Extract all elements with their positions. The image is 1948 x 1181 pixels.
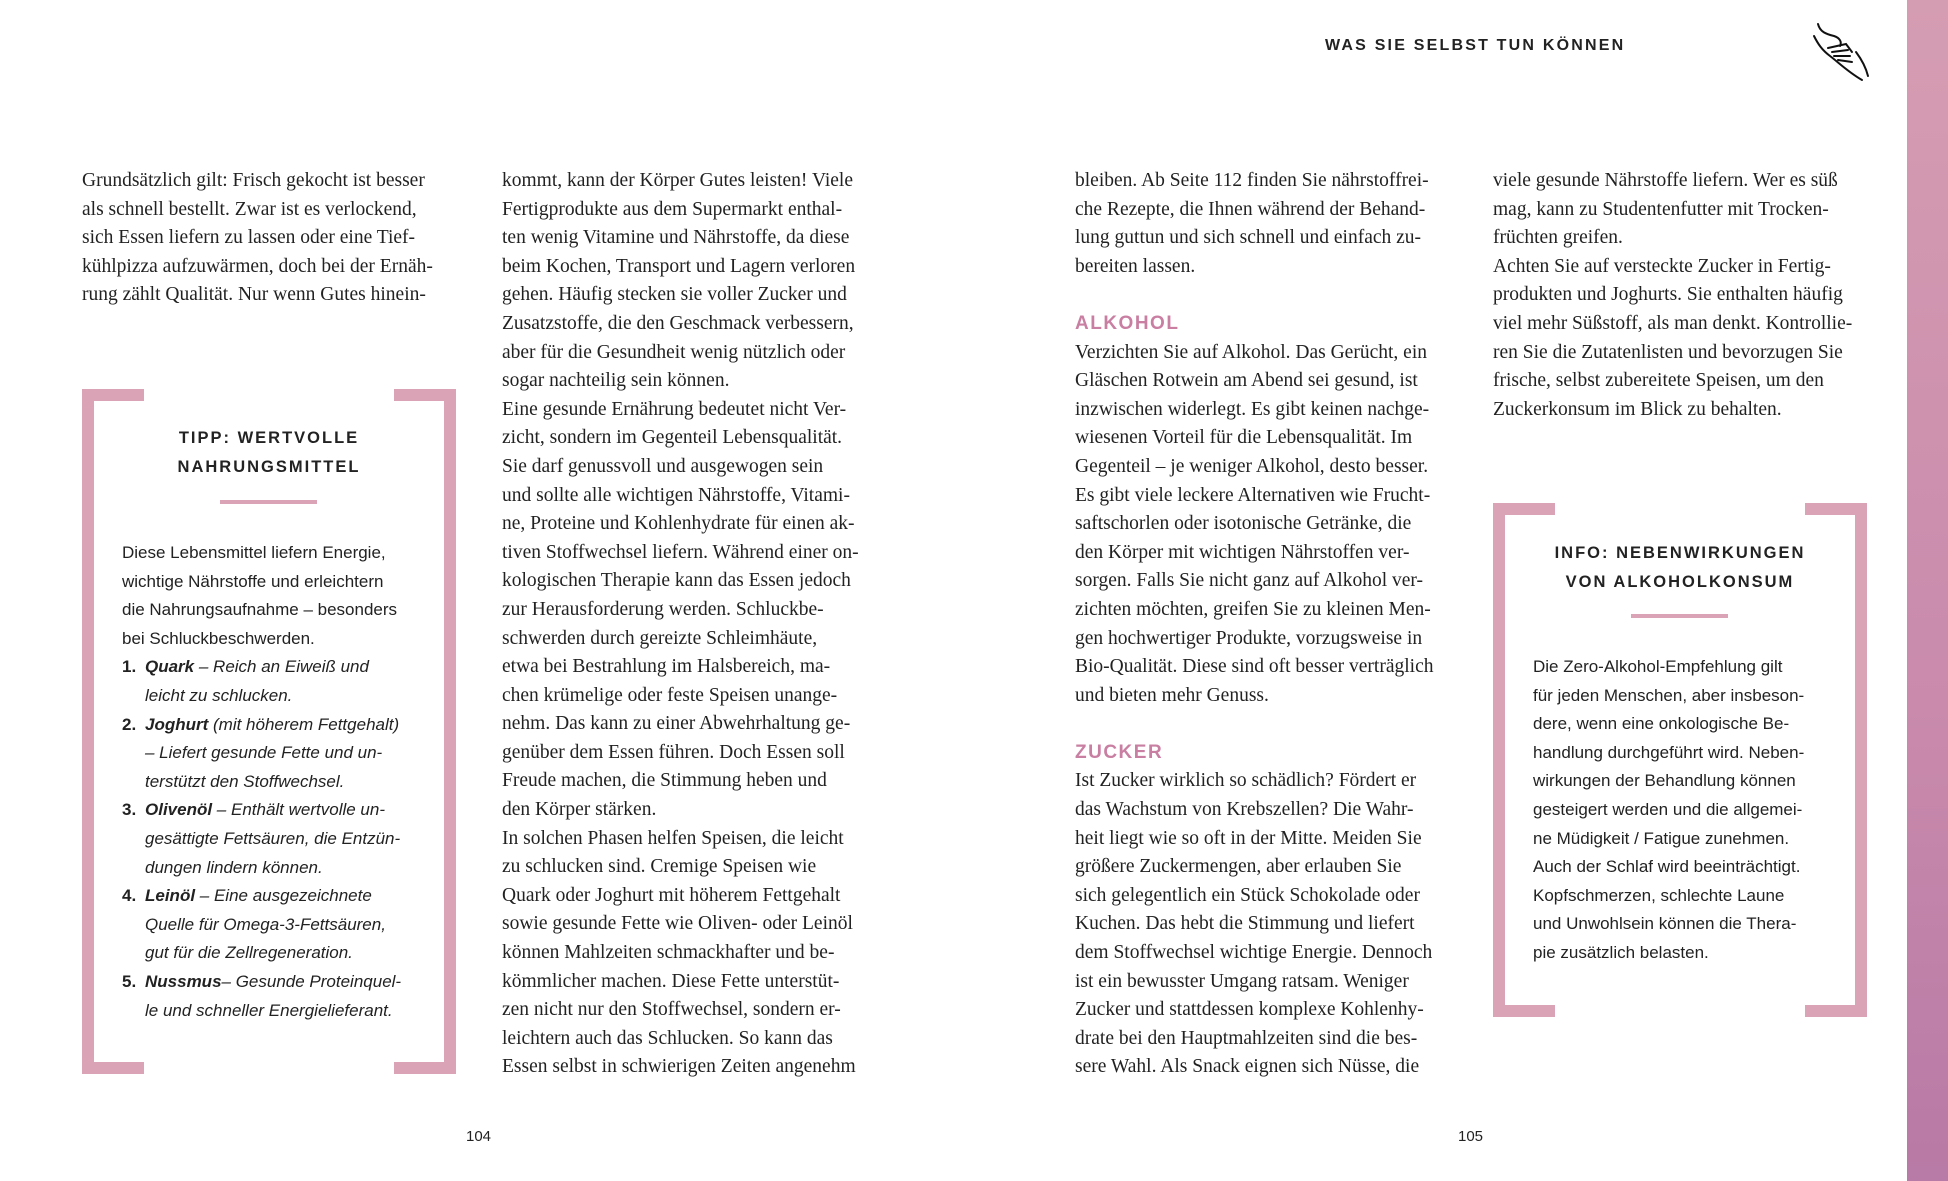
text-line: Gegenteil – je weniger Alkohol, desto besser. bbox=[1075, 455, 1429, 477]
page-number-right: 105 bbox=[1458, 1128, 1484, 1145]
item-description: – Gesunde Proteinquel- bbox=[221, 971, 402, 991]
text-line: Auch der Schlaf wird beeinträchtigt. bbox=[1533, 857, 1801, 877]
tip-box bbox=[82, 389, 456, 1074]
text-line: Sie darf genussvoll und ausgewogen sein bbox=[502, 455, 824, 477]
text-line: mag, kann zu Studentenfutter mit Trocken- bbox=[1493, 198, 1829, 220]
text-line: Kuchen. Das hebt die Stimmung und liefert bbox=[1075, 913, 1415, 935]
item-description: – Eine ausgezeichnete bbox=[195, 886, 372, 906]
text-line: Eine gesunde Ernährung bedeutet nicht Ver- bbox=[502, 398, 847, 420]
text-line: ne Müdigkeit / Fatigue zunehmen. bbox=[1533, 828, 1790, 848]
food-name: Quark bbox=[145, 657, 195, 677]
text-line: Ist Zucker wirklich so schädlich? Fördert er bbox=[1075, 770, 1417, 792]
text-line: sere Wahl. Als Snack eignen sich Nüsse, die bbox=[1075, 1056, 1420, 1078]
text-line: rung zählt Qualität. Nur wenn Gutes hinein- bbox=[82, 284, 426, 306]
title-line: VON ALKOHOLKONSUM bbox=[1565, 572, 1795, 591]
tip-box-title bbox=[82, 424, 456, 481]
list-number: 2. bbox=[122, 714, 137, 734]
text-line: kömmlicher machen. Diese Fette unterstüt- bbox=[502, 970, 840, 992]
column-2 bbox=[502, 167, 882, 1082]
text-line: pie zusätzlich belasten. bbox=[1533, 942, 1709, 962]
text-line: gen hochwertiger Produkte, vorzugsweise in bbox=[1075, 627, 1423, 649]
chapter-color-strip bbox=[1907, 0, 1948, 1181]
item-description: gesättigte Fettsäuren, die Entzün- bbox=[145, 828, 401, 848]
text-line: tiven Stoffwechsel liefern. Während einer on- bbox=[502, 541, 859, 563]
text-line: Bio-Qualität. Diese sind oft besser verträglich bbox=[1075, 656, 1434, 678]
text-line: Fertigprodukte aus dem Supermarkt enthal- bbox=[502, 198, 843, 220]
text-line: dem Stoffwechsel wichtige Energie. Dennoch bbox=[1075, 942, 1433, 964]
info-box-title bbox=[1493, 539, 1867, 596]
text-line: bleiben. Ab Seite 112 finden Sie nährstoffrei- bbox=[1075, 170, 1429, 191]
text-line: nehm. Das kann zu einer Abwehrhaltung ge- bbox=[502, 713, 851, 735]
item-description: – Enthält wertvolle un- bbox=[212, 800, 385, 820]
item-description: dungen lindern können. bbox=[145, 857, 323, 877]
section-heading-zucker: ZUCKER bbox=[1075, 741, 1164, 763]
list-number: 1. bbox=[122, 657, 137, 677]
item-description: leicht zu schlucken. bbox=[145, 685, 293, 705]
list-item bbox=[122, 882, 401, 911]
item-description: gut für die Zellregeneration. bbox=[145, 943, 353, 963]
text-line: frische, selbst zubereitete Speisen, um den bbox=[1493, 370, 1824, 392]
text-line: viele gesunde Nährstoffe liefern. Wer es süß bbox=[1493, 170, 1838, 191]
text-line: Diese Lebensmittel liefern Energie, bbox=[122, 543, 386, 562]
text-line: Verzichten Sie auf Alkohol. Das Gerücht, ein bbox=[1075, 341, 1427, 363]
text-line: zur Herausforderung werden. Schluckbe- bbox=[502, 598, 824, 620]
list-item bbox=[122, 968, 401, 997]
text-line: wirkungen der Behandlung können bbox=[1533, 771, 1796, 791]
item-description: – Liefert gesunde Fette und un- bbox=[145, 743, 383, 763]
text-line: gehen. Häufig stecken sie voller Zucker und bbox=[502, 284, 847, 306]
item-description: Quelle für Omega-3-Fettsäuren, bbox=[145, 914, 386, 934]
info-divider bbox=[1631, 614, 1728, 618]
text-line: heit liegt wie so oft in der Mitte. Meiden Sie bbox=[1075, 827, 1422, 849]
text-line: das Wachstum von Krebszellen? Die Wahr- bbox=[1075, 799, 1414, 821]
text-line: ist ein bewusster Umgang ratsam. Weniger bbox=[1075, 970, 1409, 992]
list-item bbox=[122, 711, 401, 740]
text-line: den Körper mit wichtigen Nährstoffen ver- bbox=[1075, 541, 1410, 563]
text-line: ne, Proteine und Kohlenhydrate für einen ak- bbox=[502, 513, 855, 535]
text-line: etwa bei Bestrahlung im Halsbereich, ma- bbox=[502, 656, 831, 678]
text-line: Zucker und stattdessen komplexe Kohlenhy- bbox=[1075, 999, 1424, 1021]
helping-hand-icon bbox=[1812, 22, 1870, 84]
food-name: Joghurt bbox=[145, 714, 209, 734]
list-item bbox=[122, 796, 401, 825]
text-line: sowie gesunde Fette wie Oliven- oder Leinöl bbox=[502, 913, 853, 935]
page-number-left: 104 bbox=[466, 1128, 492, 1145]
text-line: und Unwohlsein können die Thera- bbox=[1533, 914, 1797, 934]
tip-box-body bbox=[122, 539, 401, 1025]
text-line: dere, wenn eine onkologische Be- bbox=[1533, 714, 1790, 734]
text-line: leichtern auch das Schlucken. So kann das bbox=[502, 1027, 833, 1049]
food-name: Leinöl bbox=[145, 886, 196, 906]
text-line: Zusatzstoffe, die den Geschmack verbessern, bbox=[502, 312, 854, 334]
text-line: Zuckerkonsum im Blick zu behalten. bbox=[1493, 398, 1782, 420]
section-heading-alkohol: ALKOHOL bbox=[1075, 312, 1180, 334]
text-line: chen krümelige oder feste Speisen unange- bbox=[502, 684, 838, 706]
running-head: WAS SIE SELBST TUN KÖNNEN bbox=[1325, 37, 1626, 54]
text-line: bereiten lassen. bbox=[1075, 255, 1196, 277]
text-line: zichten möchten, greifen Sie zu kleinen Men- bbox=[1075, 598, 1431, 620]
text-line: sich Essen liefern zu lassen oder eine Tief- bbox=[82, 227, 416, 249]
text-line: Quark oder Joghurt mit höherem Fettgehalt bbox=[502, 884, 841, 906]
text-line: wichtige Nährstoffe und erleichtern bbox=[122, 571, 384, 591]
text-line: genüber dem Essen führen. Doch Essen soll bbox=[502, 741, 845, 763]
text-line: früchten greifen. bbox=[1493, 227, 1623, 249]
text-line: und bieten mehr Genuss. bbox=[1075, 684, 1269, 706]
text-line: bei Schluckbeschwerden. bbox=[122, 628, 315, 648]
bracket-right bbox=[444, 389, 456, 1074]
text-line: Die Zero-Alkohol-Empfehlung gilt bbox=[1533, 657, 1783, 676]
text-line: produkten und Joghurts. Sie enthalten häufig bbox=[1493, 284, 1843, 306]
food-name: Nussmus bbox=[145, 971, 222, 991]
text-line: aber für die Gesundheit wenig nützlich oder bbox=[502, 341, 846, 363]
bracket-left bbox=[82, 389, 94, 1074]
text-line: che Rezepte, die Ihnen während der Behand- bbox=[1075, 198, 1426, 220]
item-description: – Reich an Eiweiß und bbox=[194, 657, 369, 677]
column-1 bbox=[82, 167, 462, 310]
text-line: Es gibt viele leckere Alternativen wie Frucht- bbox=[1075, 484, 1431, 506]
text-line: können Mahlzeiten schmackhafter und be- bbox=[502, 942, 835, 964]
text-line: beim Kochen, Transport und Lagern verloren bbox=[502, 255, 856, 277]
text-line: In solchen Phasen helfen Speisen, die leicht bbox=[502, 827, 844, 849]
title-line: TIPP: WERTVOLLE bbox=[178, 429, 360, 447]
text-line: zicht, sondern im Gegenteil Lebensqualität. bbox=[502, 427, 843, 449]
text-line: kühlpizza aufzuwärmen, doch bei der Ernäh- bbox=[82, 255, 433, 277]
text-line: als schnell bestellt. Zwar ist es verlockend, bbox=[82, 198, 417, 220]
text-line: lung guttun und sich schnell und einfach zu- bbox=[1075, 227, 1422, 249]
food-name: Olivenöl bbox=[145, 800, 213, 820]
item-description: (mit höherem Fettgehalt) bbox=[208, 714, 400, 734]
text-line: Essen selbst in schwierigen Zeiten angenehm bbox=[502, 1056, 856, 1078]
text-line: Kopfschmerzen, schlechte Laune bbox=[1533, 885, 1785, 905]
column-3 bbox=[1075, 167, 1455, 1082]
text-line: drate bei den Hauptmahlzeiten sind die bes- bbox=[1075, 1027, 1418, 1049]
text-line: Gläschen Rotwein am Abend sei gesund, ist bbox=[1075, 370, 1418, 392]
title-line: NAHRUNGSMITTEL bbox=[177, 457, 361, 476]
list-item bbox=[122, 653, 401, 682]
text-line: viel mehr Süßstoff, als man denkt. Kontrollie- bbox=[1493, 312, 1853, 334]
text-line: saftschorlen oder isotonische Getränke, die bbox=[1075, 513, 1412, 535]
text-line: wiesenen Vorteil für die Lebensqualität. Im bbox=[1075, 427, 1413, 449]
text-line: für jeden Menschen, aber insbeson- bbox=[1533, 685, 1805, 705]
text-line: handlung durchgeführt wird. Neben- bbox=[1533, 742, 1805, 762]
text-line: den Körper stärken. bbox=[502, 799, 657, 821]
text-line: größere Zuckermengen, aber erlauben Sie bbox=[1075, 856, 1402, 878]
tip-divider bbox=[220, 500, 317, 504]
list-number: 5. bbox=[122, 971, 137, 991]
text-line: und sollte alle wichtigen Nährstoffe, Vitami- bbox=[502, 484, 850, 506]
info-box bbox=[1493, 503, 1867, 1017]
text-line: Achten Sie auf versteckte Zucker in Fertig- bbox=[1493, 255, 1831, 277]
text-line: sich gelegentlich ein Stück Schokolade oder bbox=[1075, 884, 1420, 906]
text-line: schwerden durch gereizte Schleimhäute, bbox=[502, 627, 818, 649]
column-4 bbox=[1493, 167, 1873, 424]
text-line: Grundsätzlich gilt: Frisch gekocht ist besser bbox=[82, 170, 425, 191]
text-line: zu schlucken sind. Cremige Speisen wie bbox=[502, 856, 817, 878]
text-line: ten wenig Vitamine und Nährstoffe, da diese bbox=[502, 227, 850, 249]
list-number: 3. bbox=[122, 800, 137, 820]
text-line: ren Sie die Zutatenlisten und bevorzugen Sie bbox=[1493, 341, 1843, 363]
text-line: kologischen Therapie kann das Essen jedoch bbox=[502, 570, 851, 592]
text-line: die Nahrungsaufnahme – besonders bbox=[122, 600, 398, 620]
text-line: kommt, kann der Körper Gutes leisten! Viele bbox=[502, 170, 853, 191]
text-line: zen nicht nur den Stoffwechsel, sondern er- bbox=[502, 999, 841, 1021]
item-description: terstützt den Stoffwechsel. bbox=[145, 771, 345, 791]
text-line: gesteigert werden und die allgemei- bbox=[1533, 799, 1803, 819]
text-line: inzwischen widerlegt. Es gibt keinen nachge- bbox=[1075, 398, 1430, 420]
item-description: le und schneller Energielieferant. bbox=[145, 1000, 393, 1020]
info-box-body bbox=[1533, 653, 1804, 968]
title-line: INFO: NEBENWIRKUNGEN bbox=[1554, 544, 1806, 562]
list-number: 4. bbox=[122, 886, 137, 906]
text-line: sogar nachteilig sein können. bbox=[502, 370, 730, 392]
text-line: Freude machen, die Stimmung heben und bbox=[502, 770, 827, 792]
text-line: sorgen. Falls Sie nicht ganz auf Alkohol ver- bbox=[1075, 570, 1424, 592]
